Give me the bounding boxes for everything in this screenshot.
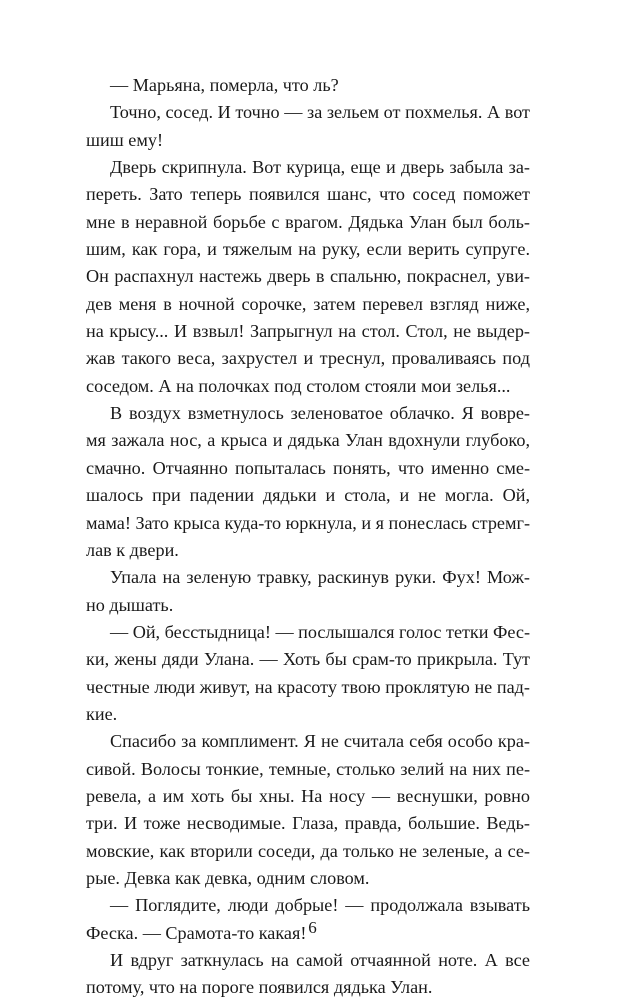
text-line: И вдруг заткнулась на самой отчаянной ноте. А все: [110, 950, 530, 970]
page-text: [86, 72, 530, 1002]
text-line: жав такого веса, захрустел и треснул, проваливаясь под: [86, 348, 530, 369]
text-line: Спасибо за комплимент. Я не считала себя особо кра-: [110, 731, 530, 752]
text-line: но дышать.: [86, 594, 174, 615]
text-line: потому, что на пороге появился дядька Улан.: [86, 977, 433, 998]
text-line: мне в неравной борьбе с врагом. Дядька Улан был боль-: [86, 211, 530, 232]
text-line: — Поглядите, люди добрые! — продолжала взывать: [110, 895, 530, 916]
text-line: на крысу... И взвыл! Запрыгнул на стол. Стол, не выдер-: [86, 321, 530, 342]
text-line: дев меня в ночной сорочке, затем перевел взгляд ниже,: [86, 293, 530, 314]
text-line: ревела, а им хоть бы хны. На носу — веснушки, ровно: [86, 785, 530, 806]
text-line: рые. Девка как девка, одним словом.: [86, 867, 370, 888]
text-line: лав к двери.: [86, 539, 179, 560]
text-line: Феска. — Срамота-то какая!: [86, 922, 307, 943]
text-line: мама! Зато крыса куда-то юркнула, и я понеслась стремг-: [86, 512, 530, 533]
text-line: сивой. Волосы тонкие, темные, столько зелий на них пе-: [86, 758, 530, 779]
text-line: переть. Зато теперь появился шанс, что сосед поможет: [86, 184, 530, 205]
text-line: В воздух взметнулось зеленоватое облачко. Я вовре-: [110, 403, 530, 424]
text-line: три. И тоже несводимые. Глаза, правда, большие. Ведь-: [86, 813, 530, 834]
text-line: кие.: [86, 703, 118, 724]
text-line: Он распахнул настежь дверь в спальню, покраснел, уви-: [86, 266, 530, 287]
text-line: честные люди живут, на красоту твою проклятую не пад-: [86, 676, 530, 697]
text-line: шим, как гора, и тяжелым на руку, если верить супруге.: [86, 239, 530, 260]
text-line: — Ой, бесстыдница! — послышался голос тетки Фес-: [110, 621, 530, 642]
text-line: — Марьяна, померла, что ль?: [110, 75, 339, 95]
text-line: Точно, сосед. И точно — за зельем от похмелья. А вот: [110, 102, 530, 123]
text-line: шалось при падении дядьки и стола, и не могла. Ой,: [86, 485, 530, 506]
text-line: соседом. А на полочках под столом стояли мои зелья...: [86, 375, 511, 396]
page-number: 6: [308, 918, 317, 937]
text-line: Дверь скрипнула. Вот курица, еще и дверь забыла за-: [110, 157, 530, 178]
text-line: Упала на зеленую травку, раскинув руки. Фух! Мож-: [110, 567, 530, 588]
text-line: мя зажала нос, а крыса и дядька Улан вдохнули глубоко,: [86, 430, 530, 451]
text-line: ки, жены дяди Улана. — Хоть бы срам-то прикрыла. Тут: [86, 649, 530, 670]
text-line: мовские, как вторили соседи, да только не зеленые, а се-: [86, 840, 530, 861]
text-line: смачно. Отчаянно попыталась понять, что именно сме-: [86, 457, 530, 478]
text-line: шиш ему!: [86, 129, 164, 150]
